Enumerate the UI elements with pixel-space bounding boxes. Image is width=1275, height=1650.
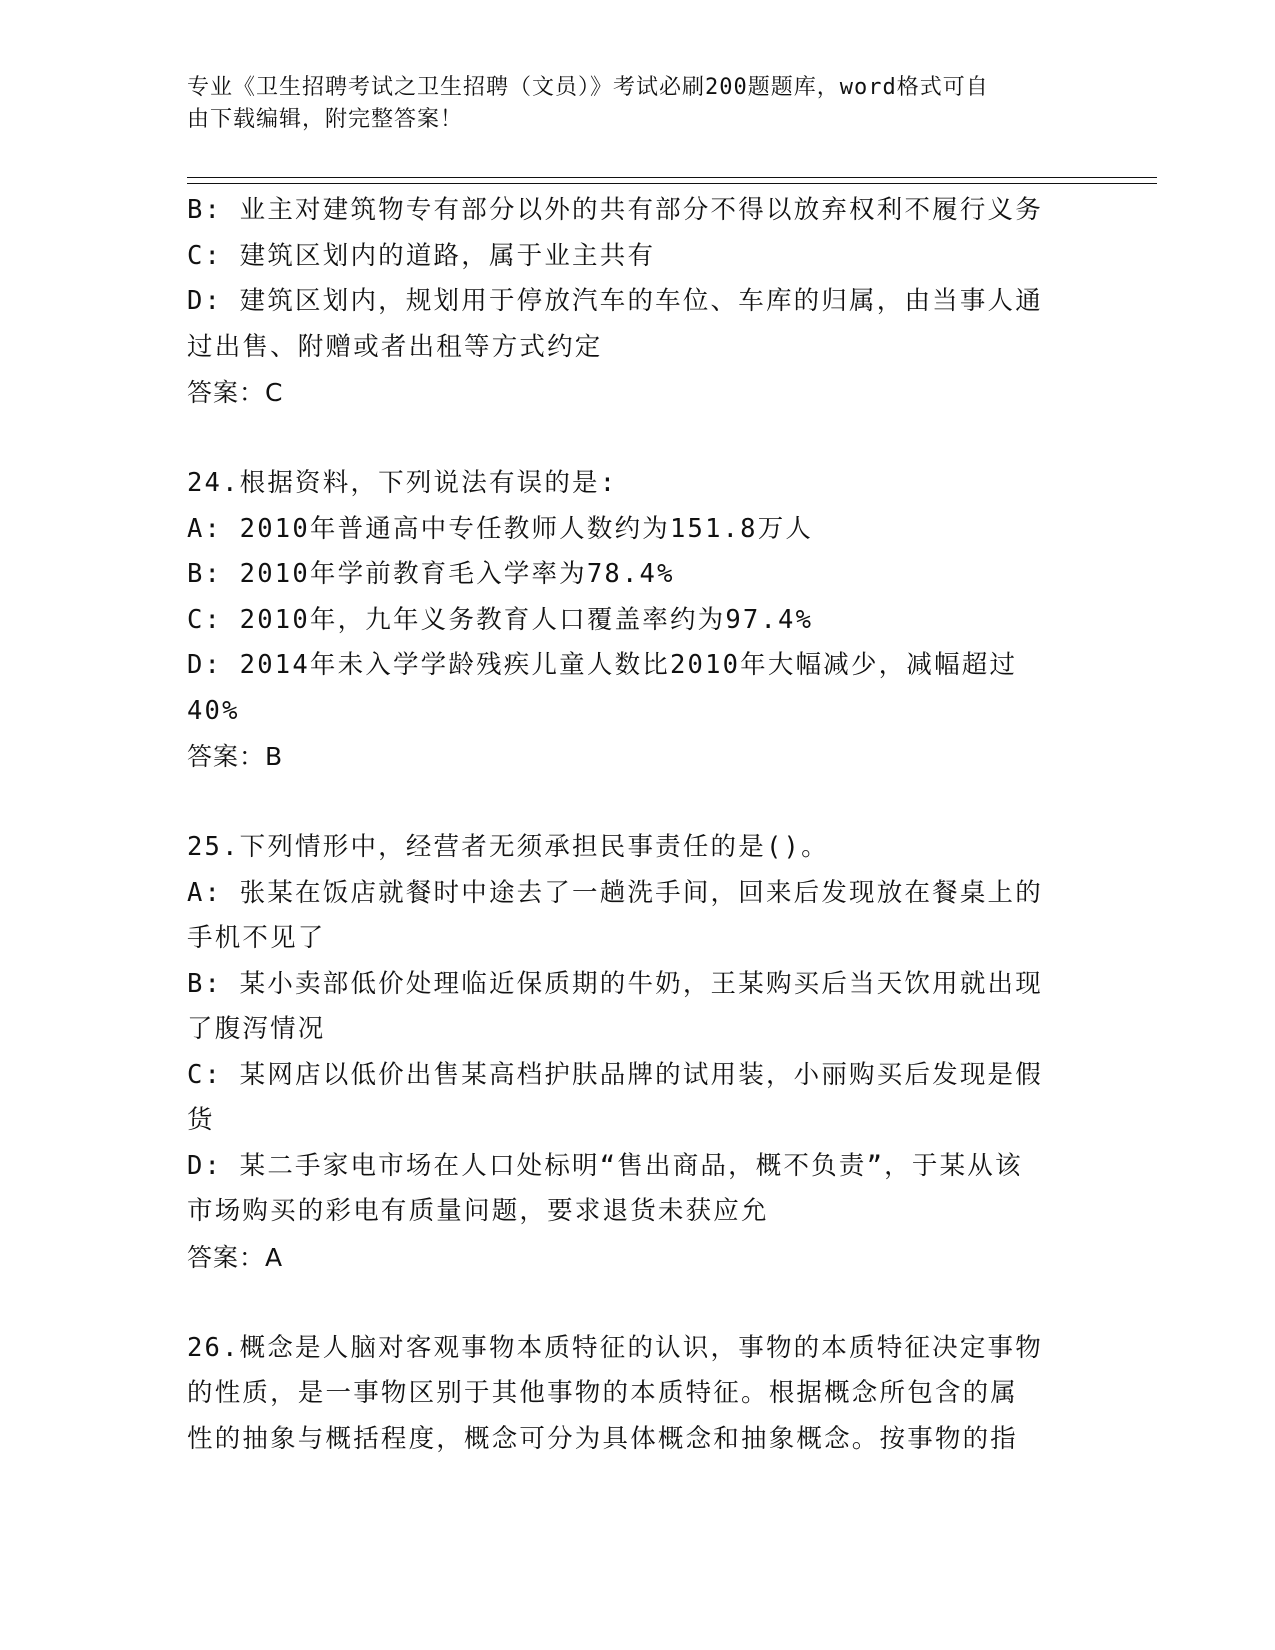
spacer — [187, 416, 1087, 462]
option-d: D: 建筑区划内，规划用于停放汽车的车位、车库的归属，由当事人通 — [187, 286, 1043, 316]
option-c: C: 建筑区划内的道路，属于业主共有 — [187, 240, 656, 271]
option-b: B: 某小卖部低价处理临近保质期的牛奶，王某购买后当天饮用就出现 — [187, 968, 1043, 999]
spacer — [187, 1280, 1087, 1326]
header-title-line-1: 专业《卫生招聘考试之卫生招聘（文员）》考试必刷200题题库，word格式可自 — [187, 75, 989, 100]
option-c: C: 2010年，九年义务教育人口覆盖率约为97.4% — [187, 604, 814, 635]
question-stem: 26.概念是人脑对客观事物本质特征的认识，事物的本质特征决定事物 — [187, 1332, 1043, 1363]
answer-line: 答案：A — [187, 1242, 284, 1272]
answer-line: 答案：B — [187, 742, 284, 771]
page-header — [187, 72, 1067, 136]
option-a-continued: 手机不见了 — [187, 923, 326, 953]
question-stem: 24.根据资料，下列说法有误的是: — [187, 468, 618, 498]
option-a: A: 2010年普通高中专任教师人数约为151.8万人 — [187, 513, 814, 544]
option-c: C: 某网店以低价出售某高档护肤品牌的试用装，小丽购买后发现是假 — [187, 1059, 1043, 1090]
header-divider-bottom — [187, 183, 1157, 184]
option-d: D: 2014年未入学学龄残疾儿童人数比2010年大幅减少，减幅超过 — [187, 650, 1018, 680]
header-divider-top — [187, 177, 1157, 178]
option-d-continued: 过出售、附赠或者出租等方式约定 — [187, 331, 603, 362]
question-stem: 25.下列情形中，经营者无须承担民事责任的是()。 — [187, 832, 829, 862]
spacer — [187, 780, 1087, 826]
question-26-block — [187, 1326, 1087, 1463]
option-b-continued: 了腹泻情况 — [187, 1014, 326, 1044]
option-d-continued: 市场购买的彩电有质量问题，要求退货未获应允 — [187, 1196, 769, 1226]
option-d-continued: 40% — [187, 695, 240, 726]
option-b: B: 2010年学前教育毛入学率为78.4% — [187, 559, 675, 589]
question-stem-continued: 的性质，是一事物区别于其他事物的本质特征。根据概念所包含的属 — [187, 1378, 1019, 1408]
question-23-block — [187, 188, 1087, 416]
option-b: B: 业主对建筑物专有部分以外的共有部分不得以放弃权利不履行义务 — [187, 195, 1043, 225]
question-content — [187, 188, 1087, 1462]
option-d: D: 某二手家电市场在人口处标明“售出商品，概不负责”，于某从该 — [187, 1150, 1023, 1181]
header-title-line-2: 由下载编辑，附完整答案！ — [187, 107, 464, 132]
answer-line: 答案：C — [187, 378, 284, 407]
question-24-block — [187, 461, 1087, 780]
option-a: A: 张某在饭店就餐时中途去了一趟洗手间，回来后发现放在餐桌上的 — [187, 877, 1043, 908]
question-25-block — [187, 825, 1087, 1280]
question-stem-continued: 性的抽象与概括程度，概念可分为具体概念和抽象概念。按事物的指 — [187, 1423, 1019, 1454]
option-c-continued: 货 — [187, 1105, 215, 1135]
